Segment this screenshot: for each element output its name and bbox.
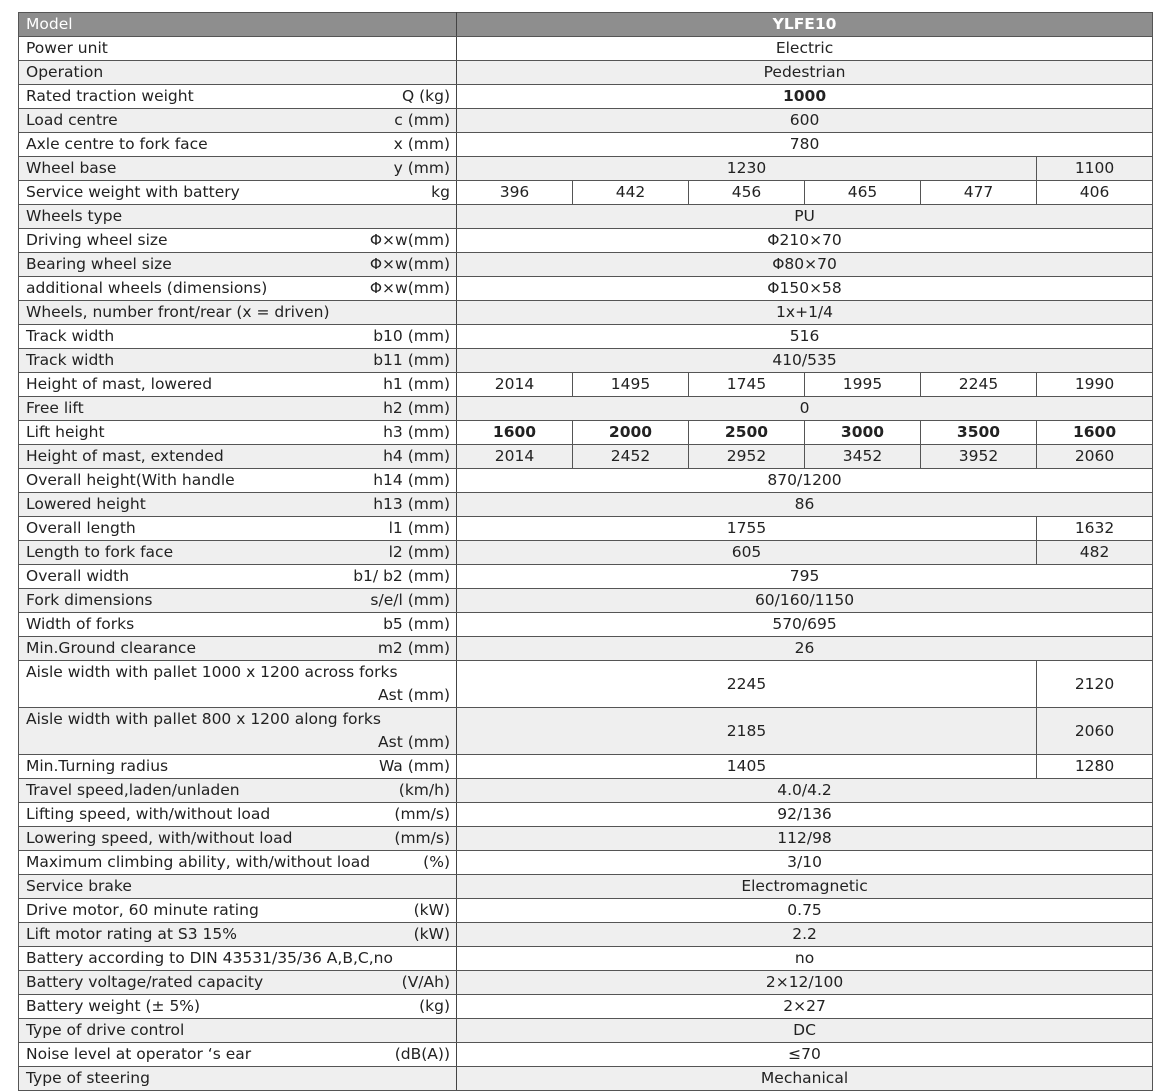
spec-value: Φ80×70	[457, 253, 1153, 277]
spec-label-cell	[19, 61, 457, 85]
spec-label: Travel speed,laden/unladen	[26, 781, 240, 799]
spec-unit: h13 (mm)	[373, 495, 450, 513]
spec-value: 516	[457, 325, 1153, 349]
spec-row	[19, 445, 1153, 469]
spec-label: Noise level at operator ‘s ear	[26, 1045, 252, 1063]
spec-row	[19, 1067, 1153, 1091]
spec-value: 2245	[921, 373, 1037, 397]
spec-value: PU	[457, 205, 1153, 229]
spec-label-cell	[19, 947, 457, 971]
spec-label: Power unit	[26, 39, 108, 57]
spec-label-cell	[19, 445, 457, 469]
spec-label-cell	[19, 755, 457, 779]
spec-value: 2060	[1037, 445, 1153, 469]
spec-unit: Wa (mm)	[378, 757, 450, 775]
spec-label: Lowering speed, with/without load	[26, 829, 293, 847]
spec-unit: b11 (mm)	[373, 351, 450, 369]
spec-row	[19, 755, 1153, 779]
spec-row	[19, 1019, 1153, 1043]
spec-row	[19, 205, 1153, 229]
spec-value: 1995	[805, 373, 921, 397]
spec-label: Free lift	[26, 399, 84, 417]
spec-value: Electromagnetic	[457, 875, 1153, 899]
spec-value: 465	[805, 181, 921, 205]
spec-value: 2952	[689, 445, 805, 469]
spec-label-cell	[19, 1043, 457, 1067]
spec-row	[19, 947, 1153, 971]
spec-label: Battery voltage/rated capacity	[26, 973, 264, 991]
spec-label: Min.Ground clearance	[26, 639, 196, 657]
spec-value: 570/695	[457, 613, 1153, 637]
spec-label: Aisle width with pallet 1000 x 1200 across forks	[26, 663, 398, 681]
spec-unit: (km/h)	[398, 781, 450, 799]
spec-unit: (%)	[423, 853, 450, 871]
spec-row	[19, 899, 1153, 923]
spec-label-cell	[19, 565, 457, 589]
spec-value: 1745	[689, 373, 805, 397]
spec-label-cell	[19, 1019, 457, 1043]
spec-label-cell	[19, 229, 457, 253]
spec-unit: (kW)	[413, 901, 450, 919]
spec-label-cell	[19, 923, 457, 947]
spec-unit: (kg)	[419, 997, 450, 1015]
spec-value: Electric	[457, 37, 1153, 61]
spec-row	[19, 277, 1153, 301]
spec-label-cell	[19, 277, 457, 301]
spec-unit: Ast (mm)	[378, 733, 450, 751]
spec-row	[19, 851, 1153, 875]
spec-row	[19, 85, 1153, 109]
spec-unit: b5 (mm)	[383, 615, 450, 633]
spec-value: 1495	[573, 373, 689, 397]
spec-value: 1632	[1037, 517, 1153, 541]
spec-label-cell	[19, 373, 457, 397]
spec-value: 442	[573, 181, 689, 205]
spec-value: Mechanical	[457, 1067, 1153, 1091]
spec-value: 2.2	[457, 923, 1153, 947]
spec-row	[19, 661, 1153, 708]
spec-unit: kg	[431, 183, 450, 201]
spec-label: additional wheels (dimensions)	[26, 279, 268, 297]
spec-label: Model	[26, 15, 73, 33]
spec-value: 3/10	[457, 851, 1153, 875]
spec-value: 1600	[1037, 421, 1153, 445]
spec-row	[19, 827, 1153, 851]
spec-value: 600	[457, 109, 1153, 133]
spec-value: 0	[457, 397, 1153, 421]
spec-label-cell	[19, 421, 457, 445]
spec-label: Track width	[26, 351, 115, 369]
spec-value: 2245	[457, 661, 1037, 708]
spec-label-cell	[19, 541, 457, 565]
spec-label-cell	[19, 37, 457, 61]
spec-row	[19, 109, 1153, 133]
spec-label: Fork dimensions	[26, 591, 153, 609]
spec-label: Wheels type	[26, 207, 123, 225]
spec-label-cell	[19, 469, 457, 493]
spec-label: Aisle width with pallet 800 x 1200 along forks	[26, 710, 381, 728]
spec-value: 112/98	[457, 827, 1153, 851]
spec-label-cell	[19, 205, 457, 229]
spec-unit: (kW)	[413, 925, 450, 943]
spec-row	[19, 493, 1153, 517]
spec-value: 2452	[573, 445, 689, 469]
spec-label-cell	[19, 13, 457, 37]
spec-value: 1100	[1037, 157, 1153, 181]
spec-label-cell	[19, 181, 457, 205]
spec-row	[19, 923, 1153, 947]
spec-label: Lift height	[26, 423, 105, 441]
spec-unit: h2 (mm)	[383, 399, 450, 417]
spec-label: Overall width	[26, 567, 130, 585]
spec-value: YLFE10	[457, 13, 1153, 37]
spec-label-cell	[19, 253, 457, 277]
spec-row	[19, 421, 1153, 445]
spec-label-cell	[19, 851, 457, 875]
spec-value: 0.75	[457, 899, 1153, 923]
spec-label-cell	[19, 803, 457, 827]
spec-label-cell	[19, 827, 457, 851]
spec-row	[19, 469, 1153, 493]
spec-label: Track width	[26, 327, 115, 345]
spec-value: 2060	[1037, 708, 1153, 755]
spec-label: Axle centre to fork face	[26, 135, 208, 153]
spec-row	[19, 229, 1153, 253]
spec-unit: s/e/l (mm)	[370, 591, 450, 609]
spec-label-cell	[19, 157, 457, 181]
spec-label: Load centre	[26, 111, 118, 129]
spec-label: Wheel base	[26, 159, 117, 177]
spec-label-cell	[19, 349, 457, 373]
spec-row	[19, 37, 1153, 61]
spec-table-body	[19, 13, 1153, 1091]
spec-value: 1405	[457, 755, 1037, 779]
spec-unit: b10 (mm)	[373, 327, 450, 345]
spec-row	[19, 373, 1153, 397]
spec-value: 26	[457, 637, 1153, 661]
spec-value: 3452	[805, 445, 921, 469]
spec-value: 3500	[921, 421, 1037, 445]
spec-unit: h4 (mm)	[383, 447, 450, 465]
spec-value: 1280	[1037, 755, 1153, 779]
spec-unit: b1/ b2 (mm)	[353, 567, 450, 585]
spec-value: Φ210×70	[457, 229, 1153, 253]
model-header-row	[19, 13, 1153, 37]
spec-unit: Ast (mm)	[378, 686, 450, 704]
spec-label-cell	[19, 133, 457, 157]
spec-label: Driving wheel size	[26, 231, 168, 249]
spec-row	[19, 325, 1153, 349]
spec-label-cell	[19, 517, 457, 541]
spec-label-cell	[19, 109, 457, 133]
spec-row	[19, 613, 1153, 637]
spec-unit: h1 (mm)	[383, 375, 450, 393]
spec-label-cell	[19, 1067, 457, 1091]
spec-label: Service brake	[26, 877, 132, 895]
spec-label-cell	[19, 85, 457, 109]
spec-value: 3000	[805, 421, 921, 445]
spec-label: Battery according to DIN 43531/35/36 A,B,C,no	[26, 949, 393, 967]
spec-unit: Φ×w(mm)	[369, 255, 450, 273]
spec-row	[19, 517, 1153, 541]
spec-value: 1755	[457, 517, 1037, 541]
spec-value: 477	[921, 181, 1037, 205]
spec-label: Service weight with battery	[26, 183, 240, 201]
spec-label: Lowered height	[26, 495, 146, 513]
spec-row	[19, 133, 1153, 157]
spec-row	[19, 875, 1153, 899]
spec-value: 456	[689, 181, 805, 205]
spec-label-cell	[19, 589, 457, 613]
spec-value: 4.0/4.2	[457, 779, 1153, 803]
spec-label: Battery weight (± 5%)	[26, 997, 201, 1015]
spec-value: 795	[457, 565, 1153, 589]
spec-label: Drive motor, 60 minute rating	[26, 901, 259, 919]
spec-unit: l2 (mm)	[388, 543, 450, 561]
spec-value: 3952	[921, 445, 1037, 469]
spec-value: Pedestrian	[457, 61, 1153, 85]
spec-label: Overall height(With handle	[26, 471, 235, 489]
spec-unit: Q (kg)	[401, 87, 450, 105]
spec-label: Type of steering	[26, 1069, 150, 1087]
spec-row	[19, 181, 1153, 205]
spec-value: 870/1200	[457, 469, 1153, 493]
spec-unit: Φ×w(mm)	[369, 231, 450, 249]
spec-unit: x (mm)	[393, 135, 450, 153]
spec-value: 2×27	[457, 995, 1153, 1019]
spec-value: 2185	[457, 708, 1037, 755]
spec-label: Wheels, number front/rear (x = driven)	[26, 303, 330, 321]
spec-value: 1600	[457, 421, 573, 445]
spec-row	[19, 565, 1153, 589]
spec-value: 2500	[689, 421, 805, 445]
spec-label: Lifting speed, with/without load	[26, 805, 271, 823]
spec-unit: l1 (mm)	[388, 519, 450, 537]
spec-value: 2014	[457, 445, 573, 469]
spec-label: Rated traction weight	[26, 87, 194, 105]
spec-label-cell	[19, 708, 457, 755]
spec-label: Length to fork face	[26, 543, 174, 561]
spec-unit: c (mm)	[394, 111, 450, 129]
spec-value: 2014	[457, 373, 573, 397]
spec-row	[19, 971, 1153, 995]
spec-value: 396	[457, 181, 573, 205]
spec-label: Width of forks	[26, 615, 135, 633]
spec-label: Height of mast, lowered	[26, 375, 213, 393]
spec-label: Bearing wheel size	[26, 255, 172, 273]
spec-label-cell	[19, 637, 457, 661]
spec-value: 60/160/1150	[457, 589, 1153, 613]
spec-value: 482	[1037, 541, 1153, 565]
spec-row	[19, 61, 1153, 85]
spec-unit: h14 (mm)	[373, 471, 450, 489]
spec-unit: h3 (mm)	[383, 423, 450, 441]
spec-unit: (dB(A))	[394, 1045, 450, 1063]
spec-value: 2×12/100	[457, 971, 1153, 995]
spec-row	[19, 589, 1153, 613]
spec-row	[19, 708, 1153, 755]
spec-unit: (mm/s)	[394, 805, 450, 823]
spec-label: Height of mast, extended	[26, 447, 224, 465]
spec-label-cell	[19, 613, 457, 637]
spec-unit: m2 (mm)	[377, 639, 450, 657]
spec-value: 2120	[1037, 661, 1153, 708]
spec-label: Operation	[26, 63, 104, 81]
spec-row	[19, 349, 1153, 373]
spec-table	[18, 12, 1153, 1091]
spec-value: 1000	[457, 85, 1153, 109]
spec-value: 406	[1037, 181, 1153, 205]
spec-label-cell	[19, 397, 457, 421]
spec-unit: (mm/s)	[394, 829, 450, 847]
spec-row	[19, 1043, 1153, 1067]
spec-label-cell	[19, 899, 457, 923]
spec-row	[19, 301, 1153, 325]
spec-row	[19, 397, 1153, 421]
spec-value: 410/535	[457, 349, 1153, 373]
spec-value: 2000	[573, 421, 689, 445]
spec-row	[19, 803, 1153, 827]
spec-value: 1990	[1037, 373, 1153, 397]
spec-row	[19, 995, 1153, 1019]
spec-unit: (V/Ah)	[401, 973, 450, 991]
spec-label-cell	[19, 779, 457, 803]
spec-value: 1230	[457, 157, 1037, 181]
spec-label-cell	[19, 301, 457, 325]
spec-value: ≤70	[457, 1043, 1153, 1067]
spec-label-cell	[19, 661, 457, 708]
spec-unit: y (mm)	[393, 159, 450, 177]
spec-value: 605	[457, 541, 1037, 565]
spec-value: 92/136	[457, 803, 1153, 827]
spec-label: Overall length	[26, 519, 136, 537]
spec-value: DC	[457, 1019, 1153, 1043]
spec-value: 1x+1/4	[457, 301, 1153, 325]
spec-row	[19, 779, 1153, 803]
spec-label-cell	[19, 325, 457, 349]
spec-unit: Φ×w(mm)	[369, 279, 450, 297]
spec-label-cell	[19, 971, 457, 995]
spec-value: Φ150×58	[457, 277, 1153, 301]
spec-label-cell	[19, 995, 457, 1019]
spec-label-cell	[19, 875, 457, 899]
spec-label-cell	[19, 493, 457, 517]
spec-value: 780	[457, 133, 1153, 157]
spec-row	[19, 157, 1153, 181]
spec-label: Maximum climbing ability, with/without load	[26, 853, 371, 871]
spec-label: Min.Turning radius	[26, 757, 169, 775]
spec-row	[19, 541, 1153, 565]
spec-row	[19, 253, 1153, 277]
spec-row	[19, 637, 1153, 661]
spec-label: Lift motor rating at S3 15%	[26, 925, 237, 943]
spec-label: Type of drive control	[26, 1021, 185, 1039]
spec-value: 86	[457, 493, 1153, 517]
spec-value: no	[457, 947, 1153, 971]
